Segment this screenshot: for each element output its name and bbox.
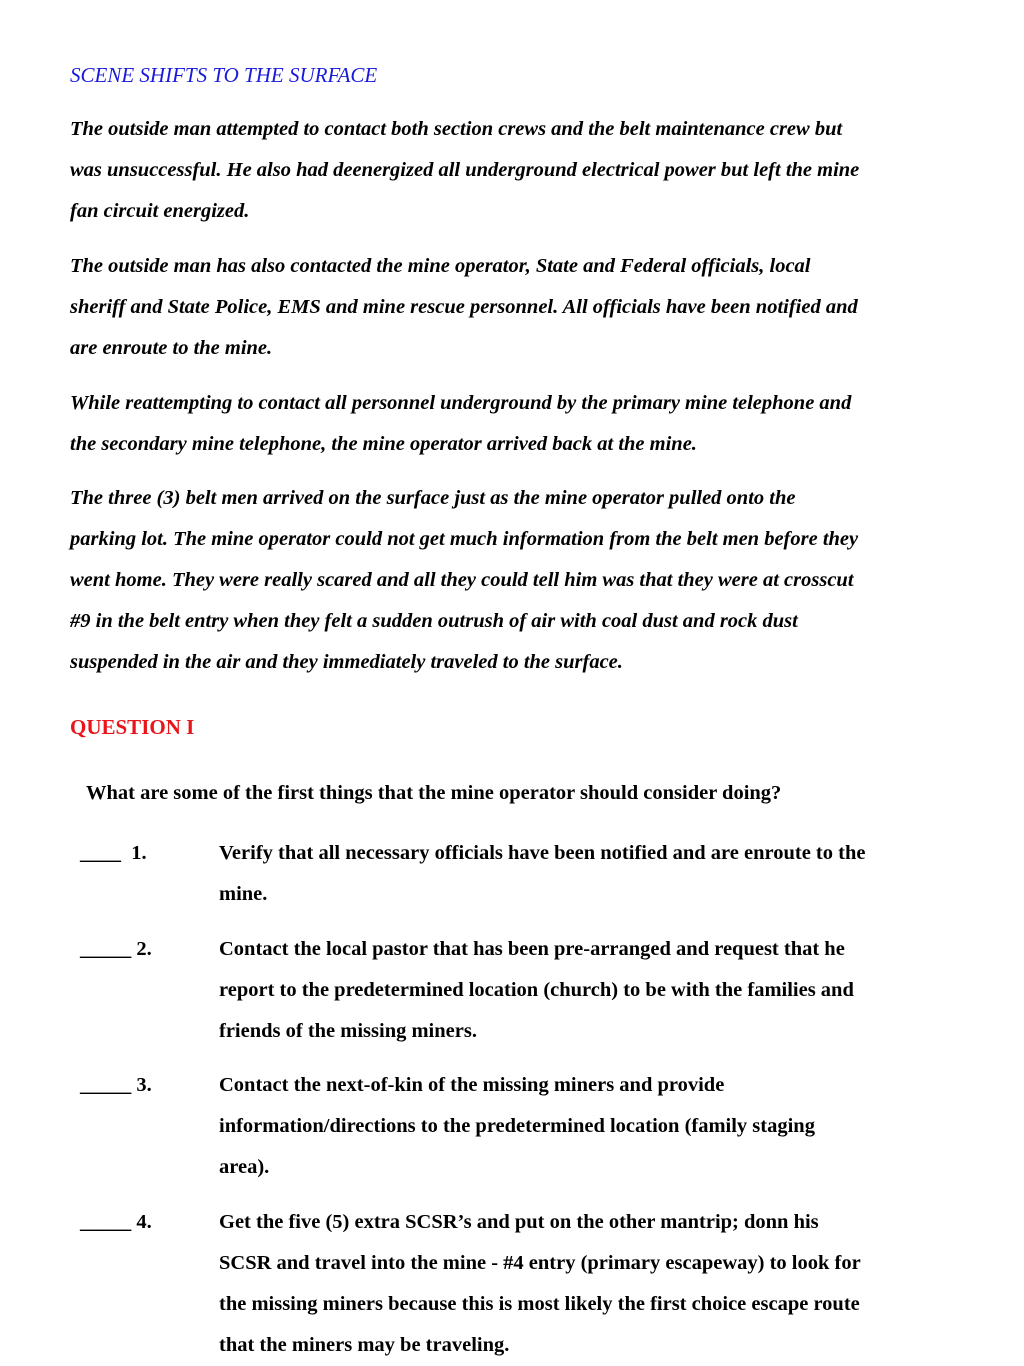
paragraph-belt-men: The three (3) belt men arrived on the surface just as the mine operator pulled onto the parking lot. The mine operator could not get much information from the belt men before they went home. They were really scared and all they could tell him was that they were at crosscut #9 in the belt entry when they felt a sudden outrush of air with coal dust and rock dust suspended in the air and they immediately traveled to the surface.: [70, 487, 859, 673]
answer-text: Contact the local pastor that has been pre-arranged and request that he report to the predetermined location (church) to be with the families and friends of the missing miners.: [219, 938, 854, 1042]
answer-blank[interactable]: _____ 2.: [80, 938, 152, 960]
paragraph-operator-arrived: While reattempting to contact all personnel underground by the primary mine telephone and the secondary mine telephone, the mine operator arrived back at the mine.: [70, 392, 852, 455]
paragraph-outside-man-contact: The outside man attempted to contact both section crews and the belt maintenance crew but was unsuccessful. He also had deenergized all underground electrical power but left the mine fan circuit energized.: [70, 118, 860, 222]
question-heading: QUESTION I: [70, 715, 195, 739]
answer-text: Contact the next-of-kin of the missing miners and provide information/directions to the predetermined location (family staging area).: [219, 1074, 815, 1178]
question-text: What are some of the first things that the mine operator should consider doing?: [86, 782, 782, 804]
answer-blank[interactable]: _____ 3.: [80, 1074, 152, 1096]
answer-blank[interactable]: _____ 4.: [80, 1211, 152, 1233]
answer-text: Get the five (5) extra SCSR’s and put on the other mantrip; donn his SCSR and travel into the mine - #4 entry (primary escapeway) to look for the missing miners because this is most likely the first choice escape route that the miners may be traveling.: [219, 1211, 861, 1356]
answer-blank[interactable]: ____ 1.: [80, 842, 147, 864]
scene-heading: SCENE SHIFTS TO THE SURFACE: [70, 63, 378, 87]
answer-text: Verify that all necessary officials have been notified and are enroute to the mine.: [219, 842, 866, 905]
paragraph-officials-notified: The outside man has also contacted the mine operator, State and Federal officials, local sheriff and State Police, EMS and mine rescue personnel. All officials have been notified and are enroute to the mine.: [70, 255, 858, 359]
